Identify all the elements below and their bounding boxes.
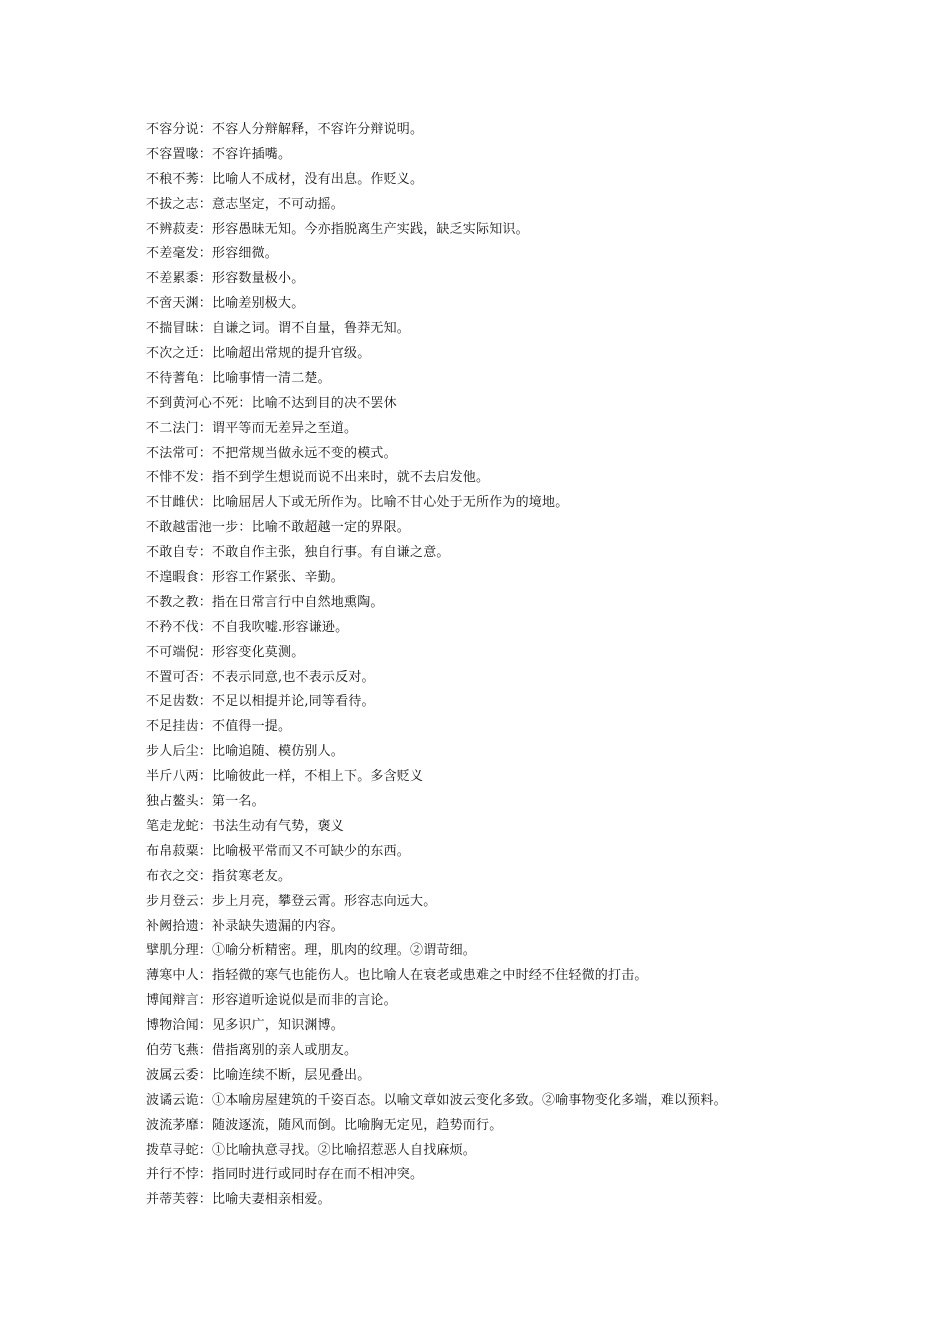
idiom-entry: 不二法门：谓平等而无差异之至道。 <box>146 420 358 436</box>
idiom-entry: 不可端倪：形容变化莫测。 <box>146 644 305 660</box>
idiom-entry: 不容分说：不容人分辩解释，不容许分辩说明。 <box>146 122 424 137</box>
idiom-entry: 波谲云诡：①本喻房屋建筑的千姿百态。以喻文章如波云变化多致。②喻事物变化多端，难以预料。 <box>146 1092 727 1108</box>
idiom-entry: 笔走龙蛇：书法生动有气势，褒义 <box>146 818 345 834</box>
idiom-entry: 不拔之志：意志坚定，不可动摇。 <box>146 196 345 212</box>
idiom-entry: 布衣之交：指贫寒老友。 <box>146 868 292 884</box>
idiom-entry: 波流茅靡：随波逐流，随风而倒。比喻胸无定见，趋势而行。 <box>146 1117 503 1133</box>
idiom-entry: 补阙拾遗：补录缺失遗漏的内容。 <box>146 918 345 934</box>
idiom-entry: 不甘雌伏：比喻屈居人下或无所作为。比喻不甘心处于无所作为的境地。 <box>146 495 569 511</box>
idiom-entry: 博物洽闻：见多识广，知识渊博。 <box>146 1018 345 1034</box>
idiom-entry: 擘肌分理：①喻分析精密。理，肌肉的纹理。②谓苛细。 <box>146 943 477 959</box>
idiom-entry: 不矜不伐：不自我吹嘘.形容谦逊。 <box>146 619 349 635</box>
idiom-entry: 不次之迁：比喻超出常规的提升官级。 <box>146 346 371 362</box>
idiom-entry: 薄寒中人：指轻微的寒气也能伤人。也比喻人在衰老或患难之中时经不住轻微的打击。 <box>146 968 648 984</box>
idiom-entry: 拨草寻蛇：①比喻执意寻找。②比喻招惹恶人自找麻烦。 <box>146 1142 477 1158</box>
idiom-entry: 不敢自专：不敢自作主张，独自行事。有自谦之意。 <box>146 545 450 561</box>
idiom-entry: 不悱不发：指不到学生想说而说不出来时，就不去启发他。 <box>146 470 490 486</box>
idiom-entry: 不差毫发：形容细微。 <box>146 246 279 262</box>
idiom-entry: 步月登云：步上月亮，攀登云霄。形容志向远大。 <box>146 893 437 909</box>
idiom-entry: 半斤八两：比喻彼此一样，不相上下。多含贬义 <box>146 769 424 785</box>
idiom-entry: 不待蓍龟：比喻事情一清二楚。 <box>146 370 331 386</box>
idiom-entry: 布帛菽粟：比喻极平常而又不可缺少的东西。 <box>146 843 411 859</box>
idiom-entry: 不差累黍：形容数量极小。 <box>146 271 305 287</box>
idiom-entry: 独占鳌头：第一名。 <box>146 794 265 810</box>
idiom-entry: 不啻天渊：比喻差别极大。 <box>146 296 305 312</box>
idiom-entry: 不辨菽麦：形容愚昧无知。今亦指脱离生产实践，缺乏实际知识。 <box>146 221 529 237</box>
idiom-entry: 不敢越雷池一步：比喻不敢超越一定的界限。 <box>146 520 411 536</box>
idiom-entry: 并蒂芙蓉：比喻夫妻相亲相爱。 <box>146 1192 331 1208</box>
idiom-entry: 不揣冒昧：自谦之词。谓不自量，鲁莽无知。 <box>146 321 411 337</box>
idiom-entry: 博闻辩言：形容道听途说似是而非的言论。 <box>146 993 397 1009</box>
idiom-entry: 不容置喙：不容许插嘴。 <box>146 146 292 162</box>
idiom-entry: 不足齿数：不足以相提并论,同等看待。 <box>146 694 375 710</box>
idiom-entry: 不教之教：指在日常言行中自然地熏陶。 <box>146 594 384 610</box>
idiom-entry: 并行不悖：指同时进行或同时存在而不相冲突。 <box>146 1167 424 1183</box>
idiom-entry: 不置可否：不表示同意,也不表示反对。 <box>146 669 375 685</box>
idiom-entry: 不稂不莠：比喻人不成材，没有出息。作贬义。 <box>146 171 424 187</box>
idiom-entry: 不法常可：不把常规当做永远不变的模式。 <box>146 445 397 461</box>
idiom-entry: 波属云委：比喻连续不断，层见叠出。 <box>146 1067 371 1083</box>
idiom-entry: 不到黄河心不死：比喻不达到目的决不罢休 <box>146 395 397 411</box>
idiom-entry: 步人后尘：比喻追随、模仿别人。 <box>146 744 345 760</box>
idiom-entry: 不遑暇食：形容工作紧张、辛勤。 <box>146 570 345 586</box>
idiom-entry: 不足挂齿：不值得一提。 <box>146 719 292 735</box>
idiom-entry: 伯劳飞燕：借指离别的亲人或朋友。 <box>146 1042 358 1058</box>
idiom-list <box>146 118 936 1213</box>
